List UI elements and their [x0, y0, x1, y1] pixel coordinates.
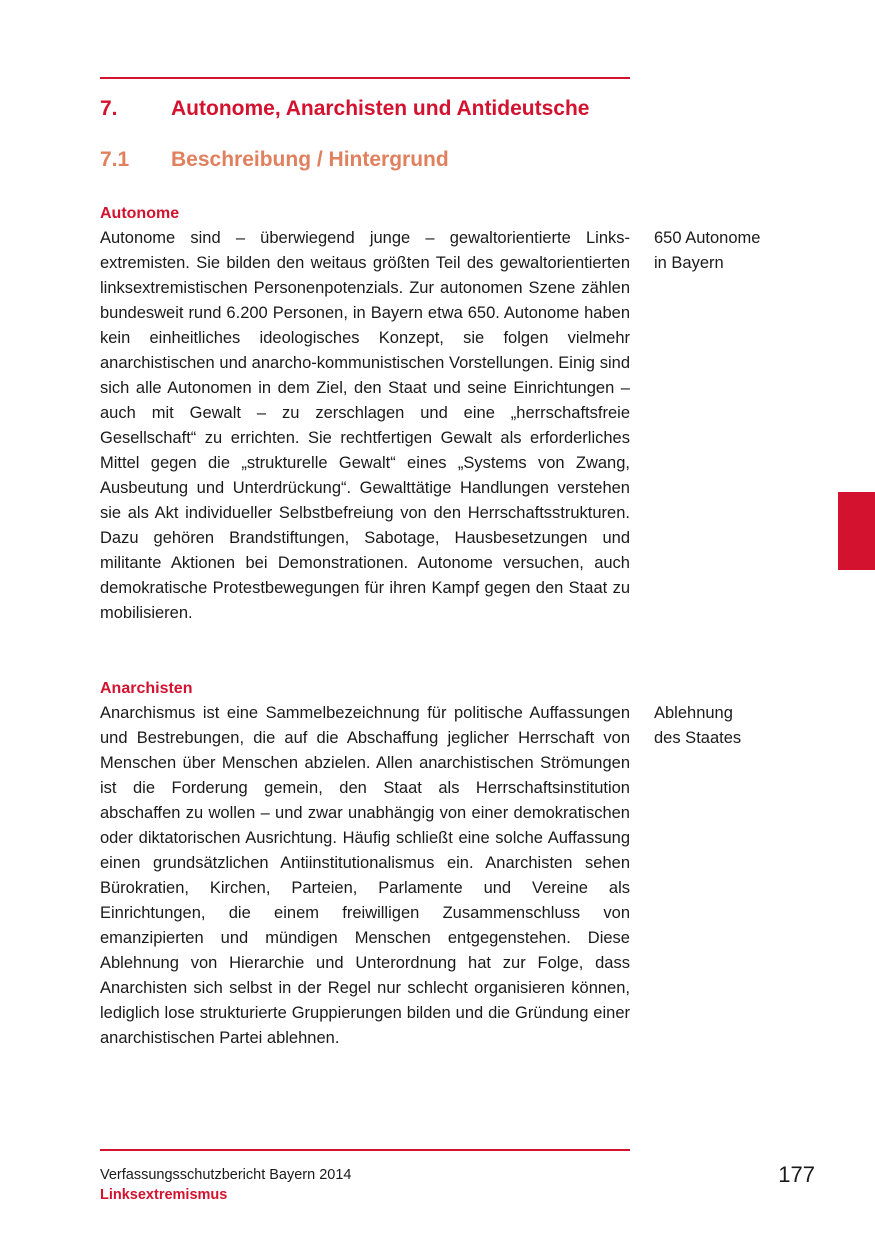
autonome-heading: Autonome — [100, 205, 180, 222]
autonome-margin-note: 650 Autonome in Bayern — [654, 229, 761, 272]
top-rule — [100, 77, 630, 79]
anarchisten-paragraph: Anarchismus ist eine Sammelbezeichnung für politische Auffassungen und Bestrebungen, die auf die Abschaffung jeglicher Herrschaft von Menschen über Menschen abzielen. Allen anarchistischen Strömungen ist die Forderung gemein, den Staat als Herrschaftsinstitution abschaffen zu wollen – und zwar unabhängig von einer demokratischen oder diktatorischen Ausrichtung. Häufig schließt eine solche Auffassung einen grundsätzlichen Antiinstitutionalismus ein. Anarchisten sehen Bürokratien, Kirchen, Parteien, Parlamente und Vereine als Einrichtungen, die einem freiwilligen Zusammenschluss von emanzipierten und mündigen Menschen entgegenstehen. Diese Ablehnung von Hierarchie und Unterordnung hat zur Folge, dass Anarchisten sich selbst in der Regel nur schlecht organisieren können, lediglich lose strukturierte Gruppierungen bilden und die Gründung einer anarchistischen Partei ablehnen. — [100, 704, 630, 1047]
anarchisten-margin-note: Ablehnung des Staates — [654, 704, 742, 747]
section-title: Beschreibung / Hintergrund — [171, 148, 449, 171]
chapter-heading — [100, 97, 660, 121]
section-heading — [100, 148, 660, 172]
footer-publication-title: Verfassungsschutzbericht Bayern 2014 — [100, 1167, 352, 1183]
chapter-title: Autonome, Anarchisten und Antideutsche — [171, 97, 590, 120]
chapter-number: 7. — [100, 97, 118, 120]
chapter-side-tab — [838, 492, 875, 570]
autonome-paragraph: Autonome sind – überwiegend junge – gewaltorientierte Linksextremisten. Sie bilden den weitaus größten Teil des gewaltorientierten linksextremistischen Personenpotenzials. Zur autonomen Szene zählen bundesweit rund 6.200 Personen, in Bayern etwa 650. Autonome haben kein einheitliches ideologisches Konzept, sie folgen vielmehr anarchistischen und anarcho-kommunistischen Vorstellungen. Einig sind sich alle Autonomen in dem Ziel, den Staat und seine Einrichtungen – auch mit Gewalt – zu zerschlagen und eine „herrschaftsfreie Gesellschaft“ zu errichten. Sie rechtfertigen Gewalt als erforderliches Mittel gegen die „strukturelle Gewalt“ eines „Systems von Zwang, Ausbeutung und Unterdrückung“. Gewalttätige Handlungen verstehen sie als Akt individueller Selbstbefreiung von den Herrschaftsstrukturen. Dazu gehören Brandstiftungen, Sabotage, Hausbesetzungen und militante Aktionen bei Demonstrationen. Autonome versuchen, auch demokratische Protestbewegungen für ihren Kampf gegen den Staat zu mobilisieren. — [100, 229, 630, 622]
section-number: 7.1 — [100, 148, 130, 171]
bottom-rule — [100, 1149, 630, 1151]
anarchisten-heading: Anarchisten — [100, 680, 193, 697]
page-number: 177 — [778, 1162, 815, 1187]
footer-chapter-name: Linksextremismus — [100, 1187, 228, 1203]
